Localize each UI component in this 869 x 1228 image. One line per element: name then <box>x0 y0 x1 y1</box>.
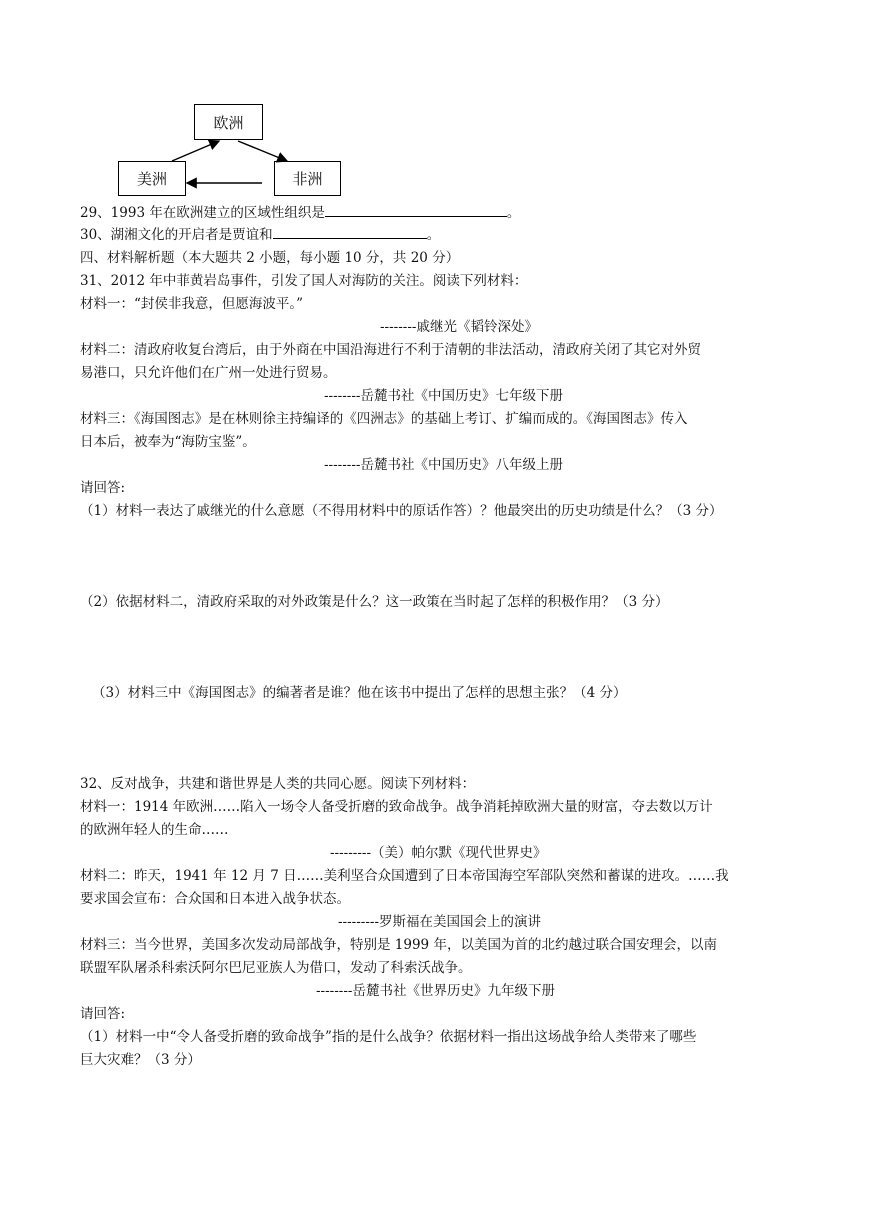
section-heading: 四、材料解析题（本大题共 2 小题，每小题 10 分，共 20 分） <box>80 250 460 266</box>
sub-question-2: （2）依据材料二，清政府采取的对外政策是什么？这一政策在当时起了怎样的积极作用？（3 分） <box>80 594 669 610</box>
arrow-europe-to-africa <box>238 141 287 161</box>
question-29: 29、1993 年在欧洲建立的区域性组织是 。 <box>80 205 521 221</box>
question-32-intro: 32、反对战争，共建和谐世界是人类的共同心愿。阅读下列材料： <box>80 776 476 792</box>
sub-question-3: （3）材料三中《海国图志》的编著者是谁？他在该书中提出了怎样的思想主张？（4 分） <box>92 685 627 701</box>
material-source: --------岳麓书社《中国历史》八年级上册 <box>324 457 563 473</box>
sub-question-1: （1）材料一中“令人备受折磨的致命战争”指的是什么战争？依据材料一指出这场战争给人类带来了哪些 <box>80 1029 697 1045</box>
europe-label: 欧洲 <box>213 113 244 132</box>
question-30-text: 30、湖湘文化的开启者是贾谊和 <box>80 227 273 243</box>
answer-prompt: 请回答: <box>80 1006 126 1022</box>
arrow-america-to-europe <box>172 141 219 161</box>
material-3: 材料三：当今世界，美国多次发动局部战争，特别是 1999 年，以美国为首的北约越过联合国安理会，以南 <box>80 937 717 953</box>
material-2-cont: 易港口，只允许他们在广州一处进行贸易。 <box>80 365 337 381</box>
material-2-cont: 要求国会宣布：合众国和日本进入战争状态。 <box>80 891 350 907</box>
material-source: ---------罗斯福在美国国会上的演讲 <box>338 914 542 930</box>
america-label: 美洲 <box>136 170 167 188</box>
material-2: 材料二：清政府收复台湾后，由于外商在中国沿海进行不利于清朝的非法活动，清政府关闭了其它对外贸 <box>80 342 701 358</box>
africa-label: 非洲 <box>292 170 323 188</box>
africa-box <box>274 161 341 196</box>
material-source: --------岳麓书社《世界历史》九年级下册 <box>316 983 555 999</box>
question-29-text: 29、1993 年在欧洲建立的区域性组织是 <box>80 205 325 221</box>
answer-blank[interactable] <box>273 226 427 239</box>
america-box <box>118 161 186 196</box>
sub-question-1-cont: 巨大灾难？（3 分） <box>80 1052 201 1068</box>
material-1: 材料一：1914 年欧洲……陷入一场令人备受折磨的致命战争。战争消耗掉欧洲大量的财富，夺去数以万计 <box>80 799 713 815</box>
material-source: --------岳麓书社《中国历史》七年级下册 <box>324 388 563 404</box>
question-30: 30、湖湘文化的开启者是贾谊和 。 <box>80 227 441 243</box>
material-3: 材料三：《海国图志》是在林则徐主持编译的《四洲志》的基础上考订、扩编而成的。《海国图志》传入 <box>80 411 688 427</box>
question-31-intro: 31、2012 年中菲黄岩岛事件，引发了国人对海防的关注。阅读下列材料： <box>80 273 528 289</box>
material-3-cont: 日本后，被奉为“海防宝鉴”。 <box>80 434 256 450</box>
material-1: 材料一：“封侯非我意，但愿海波平。” <box>80 296 304 312</box>
answer-prompt: 请回答: <box>80 480 126 496</box>
material-source: ---------（美）帕尔默《现代世界史》 <box>330 845 547 861</box>
answer-blank[interactable] <box>325 204 507 217</box>
sub-question-1: （1）材料一表达了戚继光的什么意愿（不得用材料中的原话作答）？他最突出的历史功绩是什么？（3 分） <box>80 503 723 519</box>
material-source: --------戚继光《韬铃深处》 <box>380 319 538 335</box>
material-2: 材料二：昨天，1941 年 12 月 7 日……美利坚合众国遭到了日本帝国海空军部队突然和蓄谋的进攻。……我 <box>80 868 729 884</box>
material-1-cont: 的欧洲年轻人的生命…… <box>80 822 229 838</box>
material-3-cont: 联盟军队屠杀科索沃阿尔巴尼亚族人为借口，发动了科索沃战争。 <box>80 960 472 976</box>
europe-box <box>194 104 263 140</box>
